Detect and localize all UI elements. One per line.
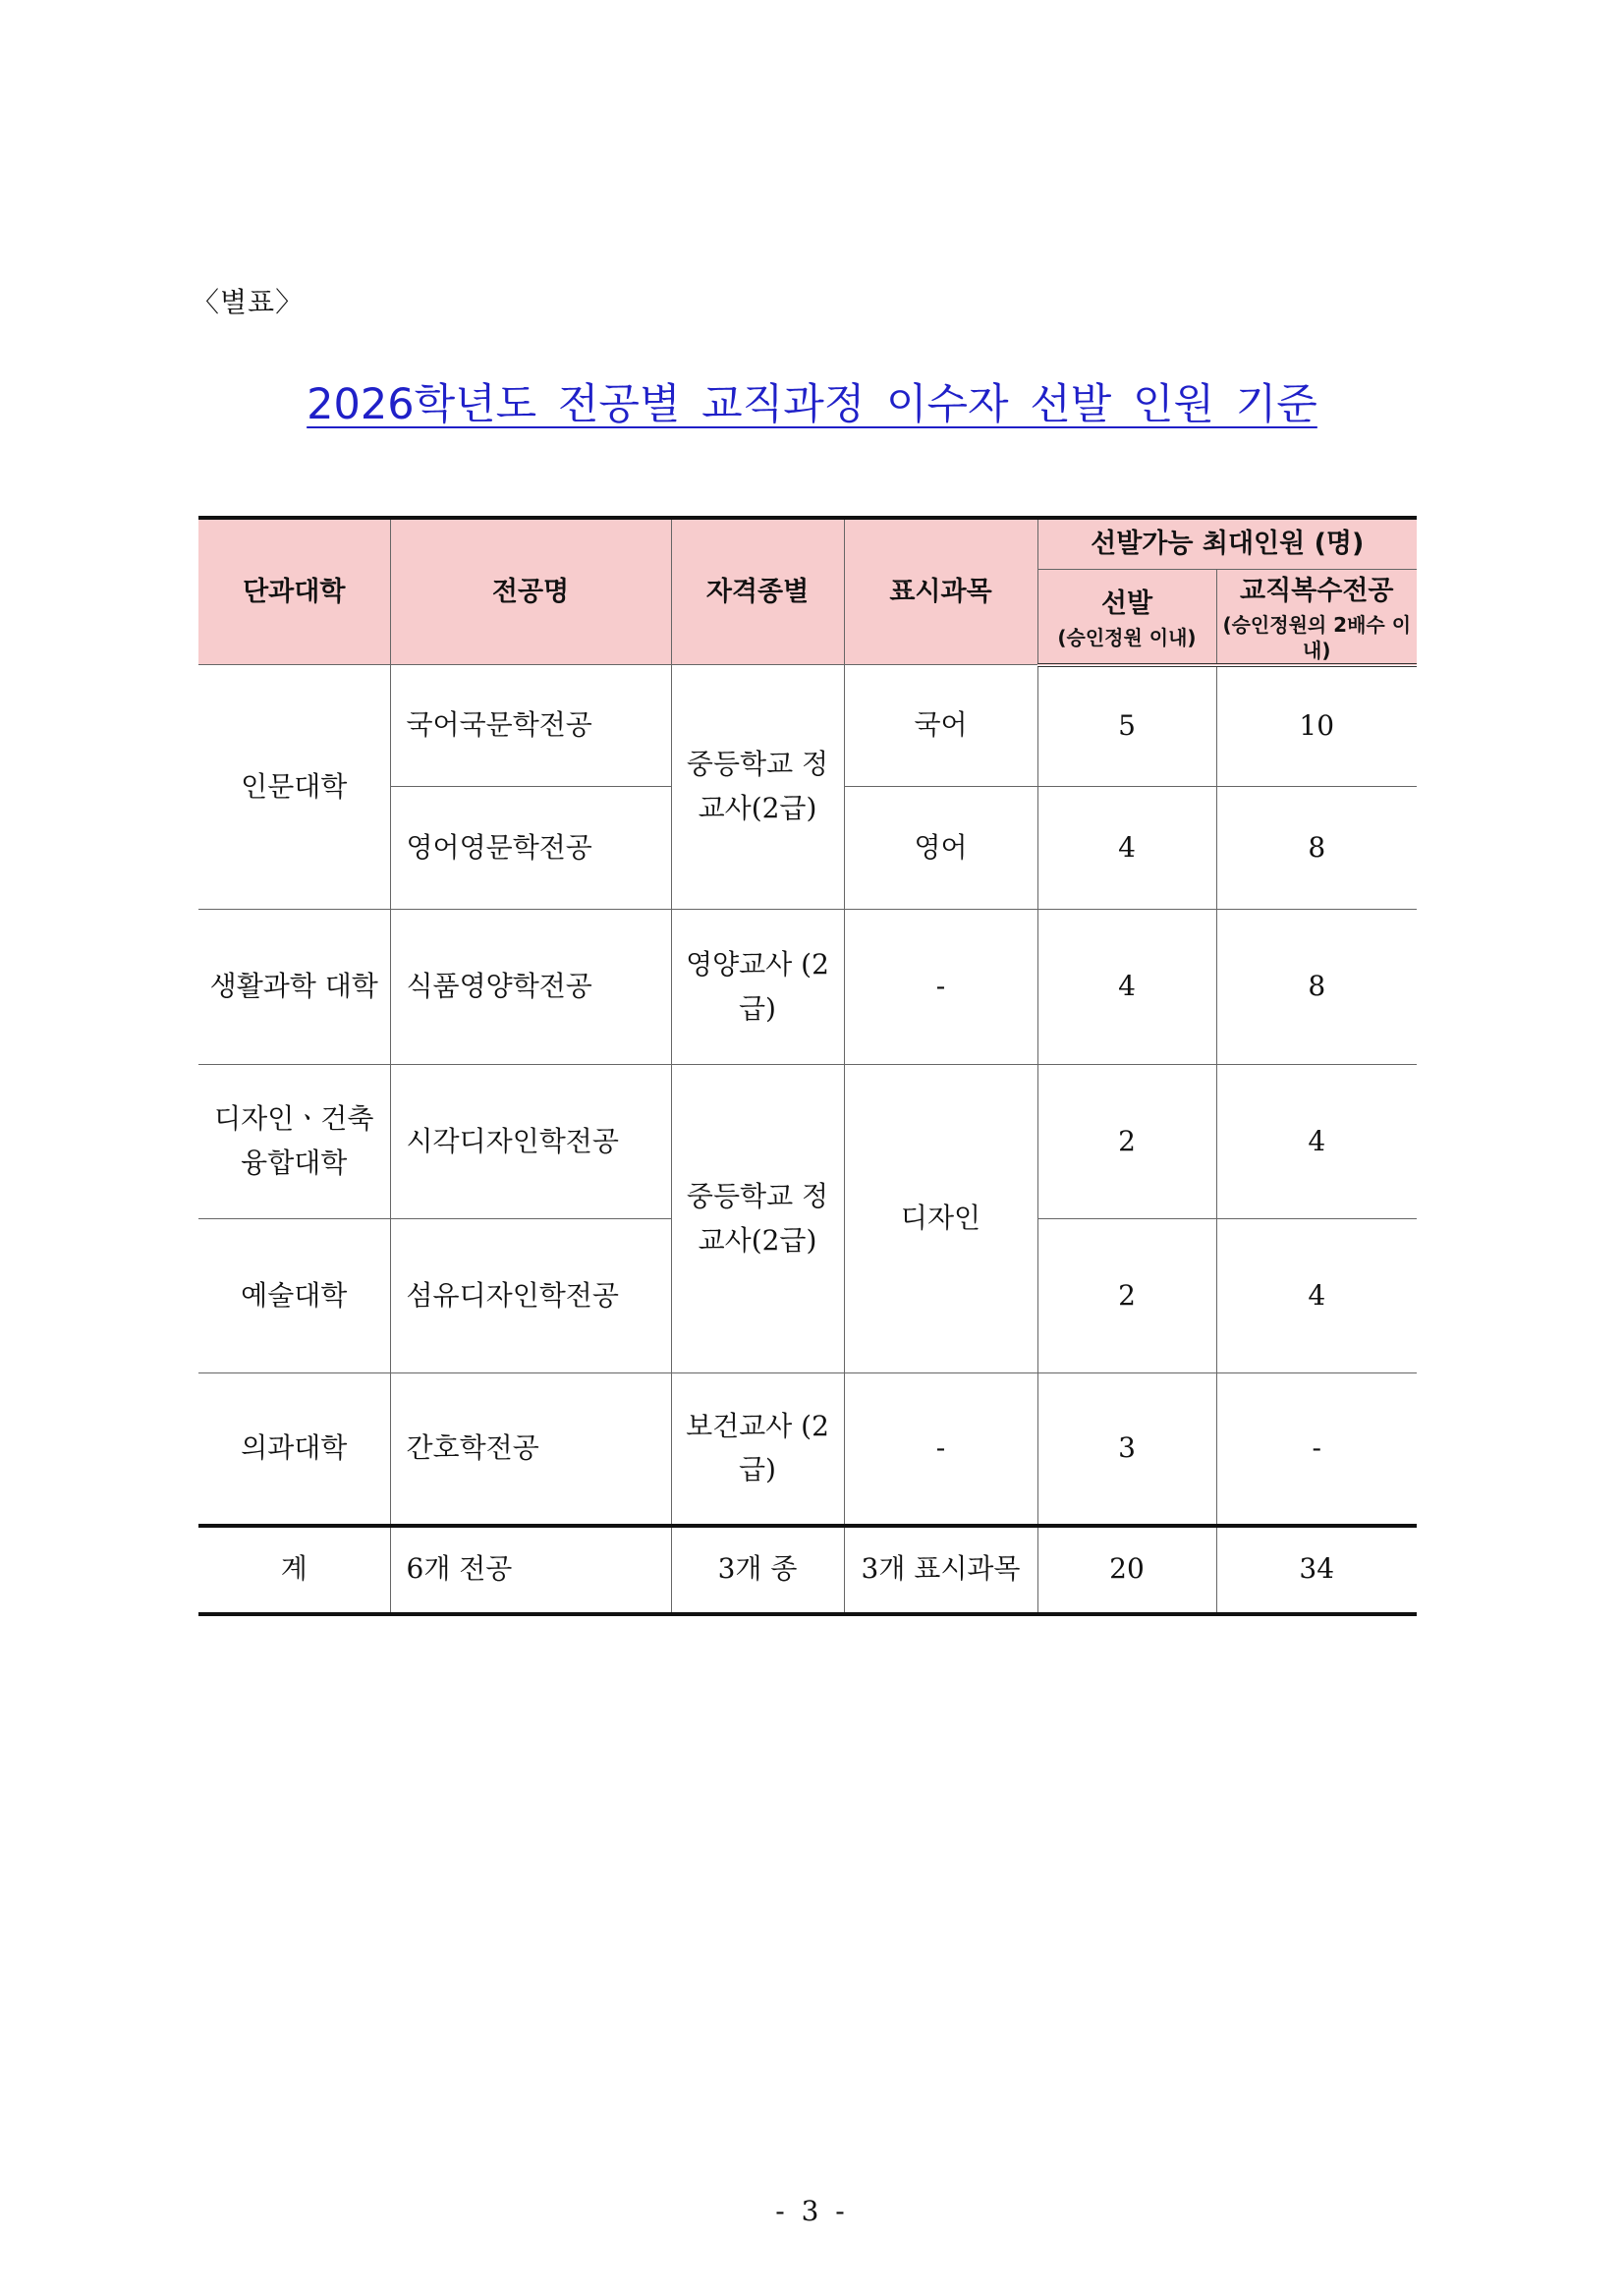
header-double-major xyxy=(1216,569,1417,665)
cell-license: 중등학교 정교사(2급) xyxy=(671,1065,844,1373)
cell-major: 섬유디자인학전공 xyxy=(390,1219,671,1373)
cell-license: 보건교사 (2급) xyxy=(671,1373,844,1526)
cell-major: 식품영양학전공 xyxy=(390,910,671,1065)
annex-label: 〈별표〉 xyxy=(192,286,305,318)
cell-college: 예술대학 xyxy=(198,1219,390,1373)
cell-selection: 5 xyxy=(1037,665,1216,787)
cell-college: 의과대학 xyxy=(198,1373,390,1526)
total-row xyxy=(198,1526,1417,1614)
header-double-major-label: 교직복수전공 xyxy=(1240,575,1394,606)
cell-college: 디자인ㆍ건축 융합대학 xyxy=(198,1065,390,1219)
header-license: 자격종별 xyxy=(671,518,844,665)
cell-selection: 2 xyxy=(1037,1219,1216,1373)
total-label: 계 xyxy=(198,1526,390,1614)
cell-major: 간호학전공 xyxy=(390,1373,671,1526)
cell-double-major: - xyxy=(1216,1373,1417,1526)
quota-table xyxy=(198,516,1417,1616)
cell-selection: 3 xyxy=(1037,1373,1216,1526)
cell-college: 생활과학 대학 xyxy=(198,910,390,1065)
cell-selection: 2 xyxy=(1037,1065,1216,1219)
total-double-major: 34 xyxy=(1216,1526,1417,1614)
cell-subject: 국어 xyxy=(844,665,1037,787)
cell-major: 시각디자인학전공 xyxy=(390,1065,671,1219)
cell-license: 중등학교 정교사(2급) xyxy=(671,665,844,910)
header-double-major-note: (승인정원의 2배수 이내) xyxy=(1222,612,1412,662)
total-subjects: 3개 표시과목 xyxy=(844,1526,1037,1614)
total-selection: 20 xyxy=(1037,1526,1216,1614)
header-selection-note: (승인정원 이내) xyxy=(1057,625,1197,649)
document-title: 2026학년도 전공별 교직과정 이수자 선발 인원 기준 xyxy=(307,380,1317,429)
cell-double-major: 10 xyxy=(1216,665,1417,787)
cell-college: 인문대학 xyxy=(198,665,390,910)
cell-double-major: 4 xyxy=(1216,1219,1417,1373)
header-max-group: 선발가능 최대인원 (명) xyxy=(1037,518,1417,569)
table-row xyxy=(198,1065,1417,1219)
cell-double-major: 8 xyxy=(1216,910,1417,1065)
cell-subject: - xyxy=(844,1373,1037,1526)
page-number: - 3 - xyxy=(775,2195,849,2227)
header-selection xyxy=(1037,569,1216,665)
cell-double-major: 8 xyxy=(1216,787,1417,910)
cell-double-major: 4 xyxy=(1216,1065,1417,1219)
total-licenses: 3개 종 xyxy=(671,1526,844,1614)
cell-major: 국어국문학전공 xyxy=(390,665,671,787)
header-major: 전공명 xyxy=(390,518,671,665)
total-majors: 6개 전공 xyxy=(390,1526,671,1614)
cell-selection: 4 xyxy=(1037,910,1216,1065)
table-row xyxy=(198,1373,1417,1526)
table-row xyxy=(198,910,1417,1065)
header-college: 단과대학 xyxy=(198,518,390,665)
cell-subject: 디자인 xyxy=(844,1065,1037,1373)
cell-license: 영양교사 (2급) xyxy=(671,910,844,1065)
cell-selection: 4 xyxy=(1037,787,1216,910)
cell-major: 영어영문학전공 xyxy=(390,787,671,910)
table-row xyxy=(198,665,1417,787)
cell-subject: - xyxy=(844,910,1037,1065)
header-selection-label: 선발 xyxy=(1100,588,1153,619)
header-subject: 표시과목 xyxy=(844,518,1037,665)
cell-subject: 영어 xyxy=(844,787,1037,910)
